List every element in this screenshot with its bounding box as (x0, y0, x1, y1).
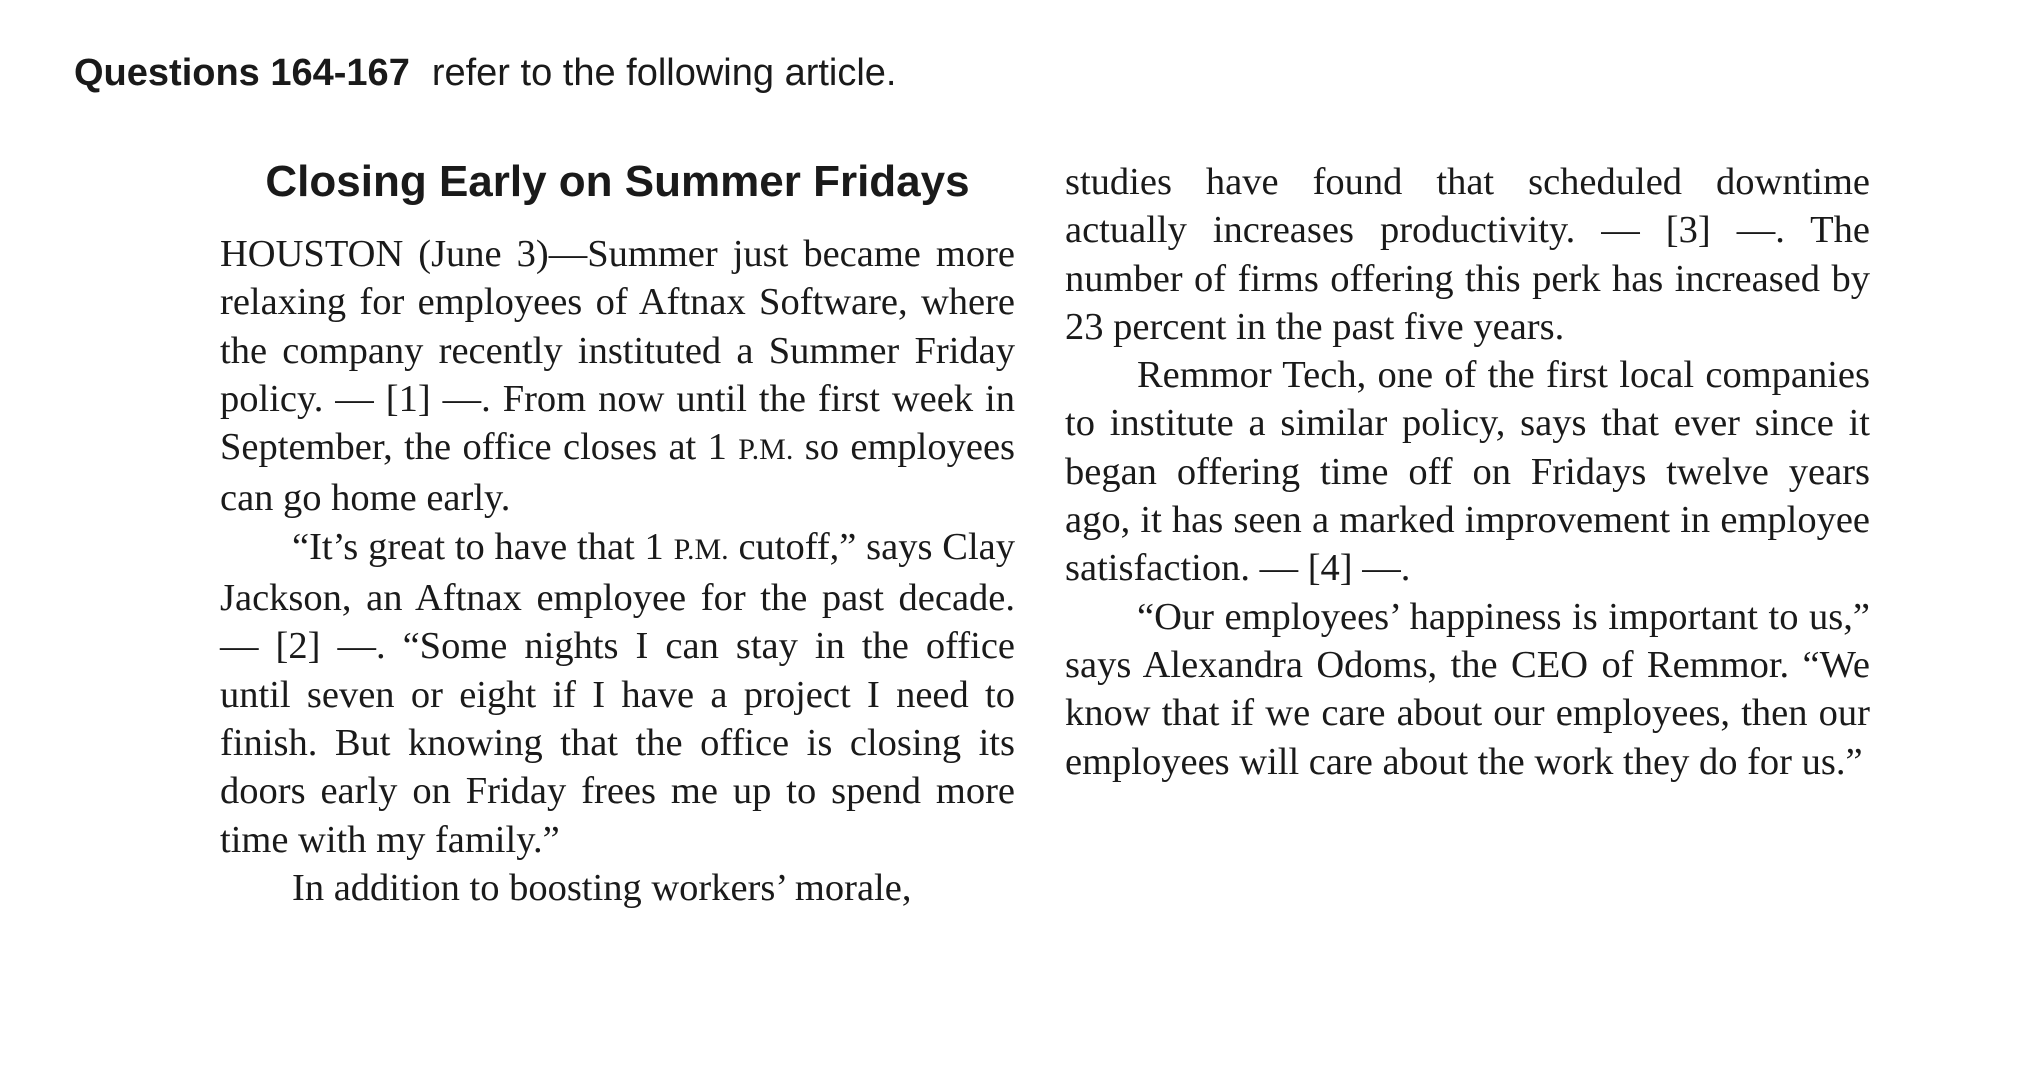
article-paragraph-2: “It’s great to have that 1 P.M. cutoff,” says Clay Jackson, an Aftnax employee for the past decade. — [2] —. “Some nights I can stay in the office until seven or eight if I have a project I need to finish. But knowing that the office is closing its doors early on Friday frees me up to spend more time with my family.” (220, 525, 1015, 861)
article-left-column (220, 150, 1015, 912)
questions-instruction: refer to the following article. (431, 52, 897, 94)
questions-label: Questions 164-167 (74, 52, 410, 94)
article-paragraph-5: Remmor Tech, one of the first local companies to institute a similar policy, says that ever since it began offering time off on Fridays twelve years ago, it has seen a marked improvement in employee satisfaction. — [4] —. (1065, 354, 1870, 590)
article-title: Closing Early on Summer Fridays (265, 157, 970, 206)
article-right-column (1065, 158, 1870, 786)
time-abbreviation: P.M. (738, 433, 794, 467)
article-paragraph-1: HOUSTON (June 3)—Summer just became more relaxing for employees of Aftnax Software, where the company recently instituted a Summer Friday policy. — [1] —. From now until the first week in September, the office closes at 1 P.M. so employees can go home early. (220, 233, 1016, 520)
questions-header (74, 52, 897, 95)
article-paragraph-6: “Our employees’ happiness is important to us,” says Alexandra Odoms, the CEO of Remmor. “We know that if we care about our employees, then our employees will care about the work they do for us.” (1065, 595, 1870, 783)
time-abbreviation: P.M. (673, 532, 729, 566)
article-paragraph-4: studies have found that scheduled downtime actually increases productivity. — [3] —. The number of firms offering this perk has increased by 23 percent in the past five years. (1065, 161, 1870, 348)
article-paragraph-3: In addition to boosting workers’ morale, (292, 866, 912, 909)
